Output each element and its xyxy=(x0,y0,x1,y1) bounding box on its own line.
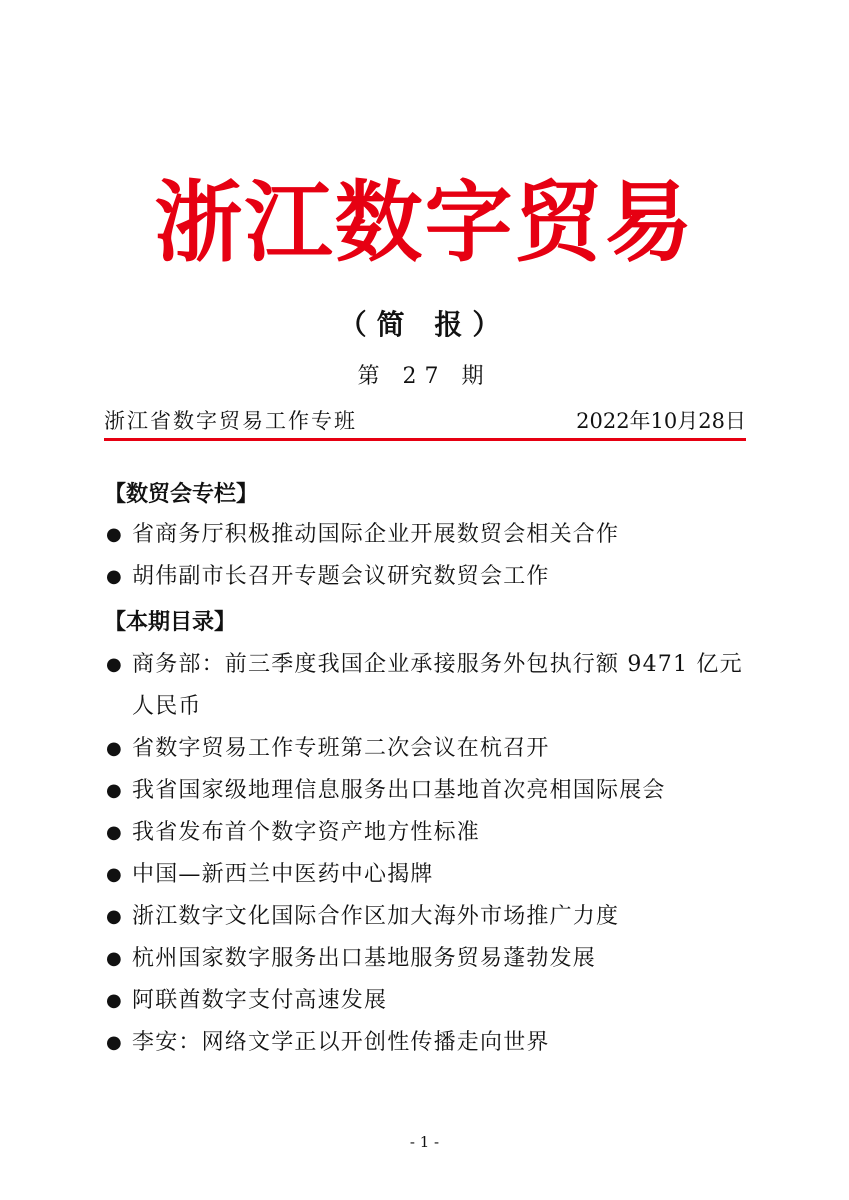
list-item xyxy=(104,896,764,938)
bullet-icon: ● xyxy=(106,990,123,1011)
list-item xyxy=(104,556,764,598)
list-item-text: 省商务厅积极推动国际企业开展数贸会相关合作 xyxy=(132,522,620,547)
list-item xyxy=(104,812,764,854)
publish-date: 2022年10月28日 xyxy=(576,409,746,433)
list-item-text: 阿联酋数字支付高速发展 xyxy=(132,988,388,1013)
bullet-icon: ● xyxy=(106,1032,123,1053)
list-item-text: 中国—新西兰中医药中心揭牌 xyxy=(132,862,434,887)
masthead-title: 浙江数字贸易 xyxy=(154,170,695,274)
list-item xyxy=(104,644,764,728)
list-item-text: 杭州国家数字服务出口基地服务贸易蓬勃发展 xyxy=(132,946,597,971)
issuer-date-row xyxy=(104,404,746,438)
page-number: - 1 - xyxy=(409,1133,440,1151)
red-divider-line xyxy=(104,438,746,441)
section-heading-contents: 【本期目录】 xyxy=(104,610,237,635)
issue-number: 第 27 期 xyxy=(357,364,492,389)
list-item xyxy=(104,514,764,556)
bullet-icon: ● xyxy=(106,738,123,759)
bullet-icon: ● xyxy=(106,780,123,801)
bullet-icon: ● xyxy=(106,524,123,545)
list-item-text: 浙江数字文化国际合作区加大海外市场推广力度 xyxy=(132,904,620,929)
bullet-icon: ● xyxy=(106,822,123,843)
list-item xyxy=(104,728,764,770)
section-heading-expo: 【数贸会专栏】 xyxy=(104,482,259,507)
list-item xyxy=(104,938,764,980)
issuer-name: 浙江省数字贸易工作专班 xyxy=(104,409,357,433)
list-item-text: 省数字贸易工作专班第二次会议在杭召开 xyxy=(132,736,550,761)
bullet-icon: ● xyxy=(106,864,123,885)
list-item-text: 我省发布首个数字资产地方性标准 xyxy=(132,820,481,845)
contents-list xyxy=(104,644,764,1064)
list-item-text: 李安：网络文学正以开创性传播走向世界 xyxy=(132,1030,550,1055)
bullet-icon: ● xyxy=(106,654,123,675)
document-subtitle: （简 报） xyxy=(338,308,511,341)
bullet-icon: ● xyxy=(106,906,123,927)
bullet-icon: ● xyxy=(106,948,123,969)
list-item-text: 我省国家级地理信息服务出口基地首次亮相国际展会 xyxy=(132,778,666,803)
expo-column-list xyxy=(104,514,764,598)
list-item xyxy=(104,1022,764,1064)
list-item-text: 胡伟副市长召开专题会议研究数贸会工作 xyxy=(132,564,550,589)
list-item xyxy=(104,770,764,812)
list-item xyxy=(104,854,764,896)
list-item xyxy=(104,980,764,1022)
list-item-text: 商务部：前三季度我国企业承接服务外包执行额 9471 亿元人民币 xyxy=(132,652,743,719)
bullet-icon: ● xyxy=(106,566,123,587)
